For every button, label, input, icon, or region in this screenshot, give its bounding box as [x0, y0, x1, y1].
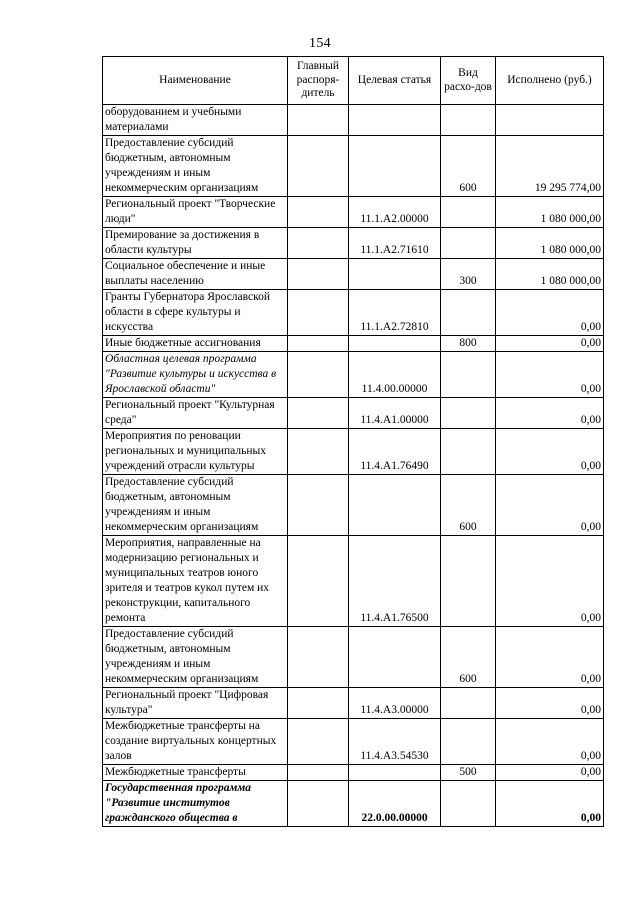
- table-row: [103, 475, 604, 536]
- cell-expense-type: 600: [441, 475, 496, 536]
- cell-chief-administrator: [288, 688, 349, 719]
- table-row: [103, 336, 604, 352]
- cell-executed-amount: 1 080 000,00: [496, 228, 604, 259]
- cell-executed-amount: 0,00: [496, 336, 604, 352]
- cell-target-article: 11.1.А2.00000: [349, 197, 441, 228]
- header-expense-type: Вид расхо-дов: [441, 57, 496, 105]
- cell-chief-administrator: [288, 765, 349, 781]
- cell-executed-amount: 0,00: [496, 765, 604, 781]
- table-row: [103, 352, 604, 398]
- cell-executed-amount: 0,00: [496, 719, 604, 765]
- cell-chief-administrator: [288, 475, 349, 536]
- cell-name: Областная целевая программа "Развитие культуры и искусства в Ярославской области": [103, 352, 288, 398]
- cell-target-article: [349, 475, 441, 536]
- cell-name: Межбюджетные трансферты: [103, 765, 288, 781]
- cell-target-article: [349, 136, 441, 197]
- cell-name: Региональный проект "Культурная среда": [103, 398, 288, 429]
- cell-name: Региональный проект "Цифровая культура": [103, 688, 288, 719]
- cell-target-article: [349, 336, 441, 352]
- cell-executed-amount: 0,00: [496, 290, 604, 336]
- budget-execution-table: [102, 56, 604, 827]
- cell-name: Межбюджетные трансферты на создание виртуальных концертных залов: [103, 719, 288, 765]
- cell-target-article: 22.0.00.00000: [349, 781, 441, 827]
- cell-target-article: 11.4.А3.00000: [349, 688, 441, 719]
- cell-expense-type: 500: [441, 765, 496, 781]
- cell-name: Иные бюджетные ассигнования: [103, 336, 288, 352]
- cell-expense-type: [441, 536, 496, 627]
- cell-expense-type: 300: [441, 259, 496, 290]
- cell-chief-administrator: [288, 105, 349, 136]
- table-row: [103, 627, 604, 688]
- cell-chief-administrator: [288, 719, 349, 765]
- table-row: [103, 398, 604, 429]
- cell-executed-amount: 0,00: [496, 352, 604, 398]
- cell-expense-type: [441, 688, 496, 719]
- cell-executed-amount: 0,00: [496, 688, 604, 719]
- cell-chief-administrator: [288, 259, 349, 290]
- cell-chief-administrator: [288, 197, 349, 228]
- cell-target-article: 11.1.А2.71610: [349, 228, 441, 259]
- table-body: [103, 105, 604, 827]
- header-executed-amount: Исполнено (руб.): [496, 57, 604, 105]
- cell-executed-amount: 0,00: [496, 429, 604, 475]
- cell-chief-administrator: [288, 398, 349, 429]
- cell-target-article: 11.4.А1.00000: [349, 398, 441, 429]
- cell-expense-type: [441, 352, 496, 398]
- table-header-row: [103, 57, 604, 105]
- cell-target-article: 11.4.А1.76500: [349, 536, 441, 627]
- cell-executed-amount: 19 295 774,00: [496, 136, 604, 197]
- cell-chief-administrator: [288, 352, 349, 398]
- cell-target-article: [349, 259, 441, 290]
- cell-expense-type: 600: [441, 136, 496, 197]
- cell-chief-administrator: [288, 228, 349, 259]
- table-row: [103, 688, 604, 719]
- cell-expense-type: [441, 105, 496, 136]
- cell-executed-amount: 0,00: [496, 398, 604, 429]
- cell-expense-type: [441, 429, 496, 475]
- cell-chief-administrator: [288, 781, 349, 827]
- cell-name: Предоставление субсидий бюджетным, автономным учреждениям и иным некоммерческим организациям: [103, 627, 288, 688]
- cell-target-article: 11.4.А3.54530: [349, 719, 441, 765]
- table-row: [103, 719, 604, 765]
- cell-expense-type: [441, 398, 496, 429]
- table-row: [103, 105, 604, 136]
- table-row: [103, 136, 604, 197]
- cell-expense-type: 800: [441, 336, 496, 352]
- cell-name: Предоставление субсидий бюджетным, автономным учреждениям и иным некоммерческим организациям: [103, 475, 288, 536]
- cell-name: Мероприятия по реновации региональных и муниципальных учреждений отрасли культуры: [103, 429, 288, 475]
- cell-expense-type: [441, 290, 496, 336]
- cell-name: Гранты Губернатора Ярославской области в сфере культуры и искусства: [103, 290, 288, 336]
- header-target-article: Целевая статья: [349, 57, 441, 105]
- cell-name: Премирование за достижения в области культуры: [103, 228, 288, 259]
- table-row: [103, 290, 604, 336]
- cell-executed-amount: 0,00: [496, 781, 604, 827]
- cell-expense-type: [441, 719, 496, 765]
- table-row: [103, 781, 604, 827]
- cell-chief-administrator: [288, 290, 349, 336]
- cell-target-article: 11.4.00.00000: [349, 352, 441, 398]
- cell-executed-amount: 0,00: [496, 627, 604, 688]
- header-chief-administrator: Главный распоря-дитель: [288, 57, 349, 105]
- cell-name: Предоставление субсидий бюджетным, автономным учреждениям и иным некоммерческим организациям: [103, 136, 288, 197]
- cell-expense-type: 600: [441, 627, 496, 688]
- table-row: [103, 259, 604, 290]
- cell-target-article: [349, 105, 441, 136]
- cell-target-article: [349, 627, 441, 688]
- table-row: [103, 228, 604, 259]
- cell-target-article: 11.1.А2.72810: [349, 290, 441, 336]
- cell-expense-type: [441, 228, 496, 259]
- cell-chief-administrator: [288, 429, 349, 475]
- cell-name: Социальное обеспечение и иные выплаты населению: [103, 259, 288, 290]
- cell-chief-administrator: [288, 136, 349, 197]
- table-row: [103, 765, 604, 781]
- cell-name: Региональный проект "Творческие люди": [103, 197, 288, 228]
- cell-executed-amount: 0,00: [496, 536, 604, 627]
- table-row: [103, 429, 604, 475]
- cell-executed-amount: [496, 105, 604, 136]
- table-row: [103, 197, 604, 228]
- cell-executed-amount: 1 080 000,00: [496, 197, 604, 228]
- cell-executed-amount: 0,00: [496, 475, 604, 536]
- cell-chief-administrator: [288, 336, 349, 352]
- cell-expense-type: [441, 781, 496, 827]
- page-number: 154: [309, 36, 331, 51]
- cell-expense-type: [441, 197, 496, 228]
- cell-name: оборудованием и учебными материалами: [103, 105, 288, 136]
- cell-target-article: [349, 765, 441, 781]
- cell-target-article: 11.4.А1.76490: [349, 429, 441, 475]
- header-name: Наименование: [103, 57, 288, 105]
- cell-name: Государственная программа "Развитие институтов гражданского общества в: [103, 781, 288, 827]
- table-row: [103, 536, 604, 627]
- cell-executed-amount: 1 080 000,00: [496, 259, 604, 290]
- cell-chief-administrator: [288, 627, 349, 688]
- cell-chief-administrator: [288, 536, 349, 627]
- cell-name: Мероприятия, направленные на модернизацию региональных и муниципальных театров юного зрителя и театров кукол путем их реконструкции, капитального ремонта: [103, 536, 288, 627]
